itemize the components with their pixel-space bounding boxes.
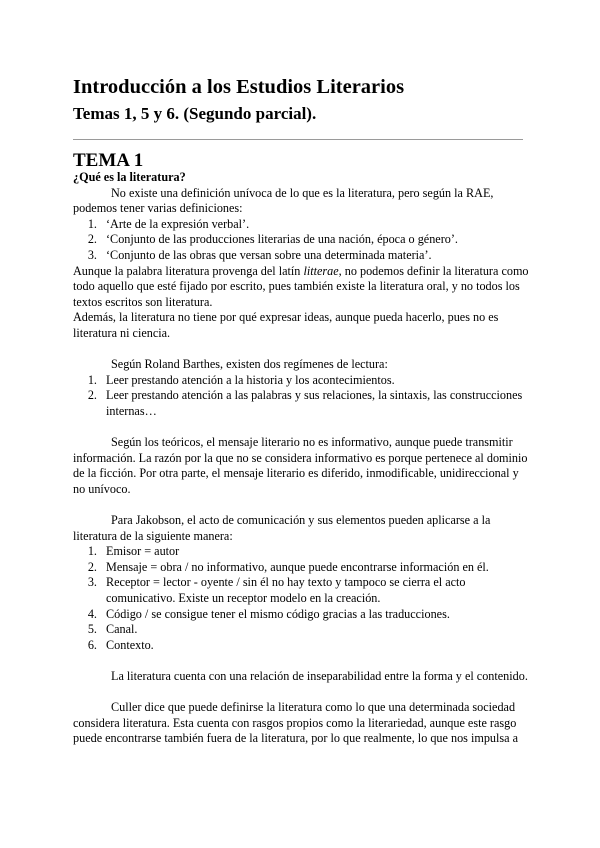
intro-paragraph: No existe una definición unívoca de lo que es la literatura, pero según la RAE, podemos tener varias definiciones: [73, 185, 494, 216]
section-heading: TEMA 1 [73, 150, 144, 171]
litterae-word: litterae [303, 263, 339, 278]
teoricos-paragraph: Según los teóricos, el mensaje literario no es informativo, aunque puede transmitir información. La razón por la que no se considera informativo es porque pertenece al dominio de la ficción. Por otra parte, el mensaje literario es diferido, inmodificable, unidireccional y no unívoco. [73, 435, 528, 496]
document-body [73, 170, 533, 747]
horizontal-divider [73, 139, 523, 140]
list-item: 4. Código / se consigue tener el mismo código gracias a las traducciones. [100, 607, 533, 623]
list-item: 5. Canal. [100, 622, 533, 638]
list-item: 1. ‘Arte de la expresión verbal’. [100, 217, 533, 233]
list-item: 3. Receptor = lector - oyente / sin él no hay texto y tampoco se cierra el acto comunicativo. Existe un receptor modelo en la creación. [100, 575, 533, 606]
litterae-text-before: Aunque la palabra literatura provenga del latín [73, 263, 304, 278]
question-heading: ¿Qué es la literatura? [73, 170, 186, 184]
document-subtitle: Temas 1, 5 y 6. (Segundo parcial). [73, 104, 317, 123]
barthes-list [73, 373, 533, 420]
ademas-paragraph: Además, la literatura no tiene por qué expresar ideas, aunque pueda hacerlo, pues no es literatura ni ciencia. [73, 310, 499, 340]
list-item: 2. ‘Conjunto de las producciones literarias de una nación, época o género’. [100, 232, 533, 248]
jakobson-list [73, 544, 533, 653]
list-item: 3. ‘Conjunto de las obras que versan sobre una determinada materia’. [100, 248, 533, 264]
litterae-text-after: , no podemos definir la literatura como todo aquello que esté fijado por escrito, pues también existe la literatura oral, y no todos los textos escritos son literatura. [73, 263, 529, 309]
rae-definitions-list [73, 217, 533, 264]
list-item: 2. Leer prestando atención a las palabras y sus relaciones, la sintaxis, las construcciones internas… [100, 388, 533, 419]
barthes-intro: Según Roland Barthes, existen dos regímenes de lectura: [111, 357, 388, 372]
inseparabilidad-paragraph: La literatura cuenta con una relación de inseparabilidad entre la forma y el contenido. [111, 669, 528, 683]
list-item: 6. Contexto. [100, 638, 533, 654]
jakobson-intro: Para Jakobson, el acto de comunicación y sus elementos pueden aplicarse a la literatura de la siguiente manera: [73, 513, 491, 543]
culler-paragraph: Culler dice que puede definirse la literatura como lo que una determinada sociedad considera literatura. Esta cuenta con rasgos propios como la literariedad, aunque este rasgo puede encontrarse también fuera de la literatura, por lo que realmente, lo que nos impulsa a [73, 700, 519, 746]
list-item: 1. Emisor = autor [100, 544, 533, 560]
litterae-paragraph [73, 264, 533, 311]
list-item: 2. Mensaje = obra / no informativo, aunque puede encontrarse información en él. [100, 560, 533, 576]
list-item: 1. Leer prestando atención a la historia y los acontecimientos. [100, 373, 533, 389]
document-title: Introducción a los Estudios Literarios [73, 76, 405, 98]
